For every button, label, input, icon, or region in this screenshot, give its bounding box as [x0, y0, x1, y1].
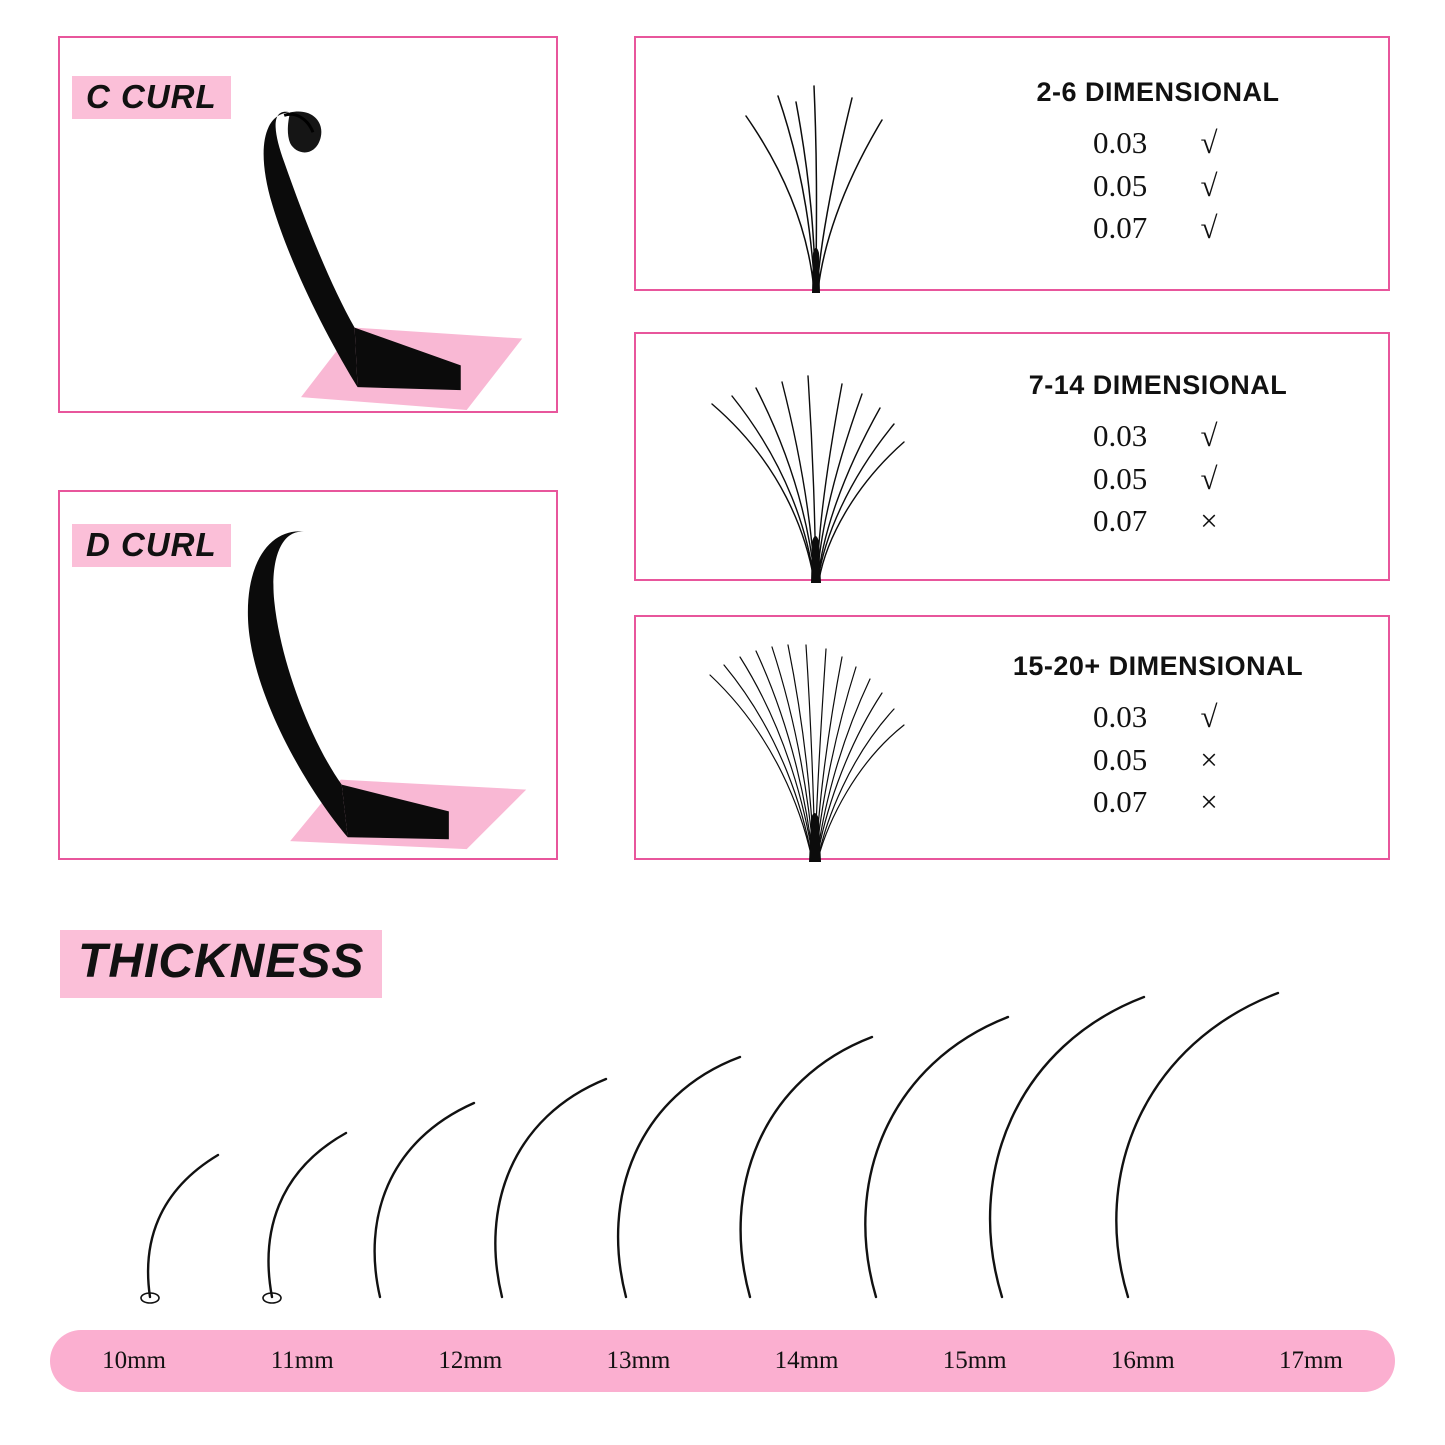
length-label-13mm: 13mm [606, 1347, 671, 1374]
spec-value: 0.05 [1093, 460, 1148, 496]
spec-mark: × [1200, 784, 1218, 820]
spec-row [1093, 696, 1223, 739]
length-label-12mm: 12mm [438, 1347, 503, 1374]
lash-curve-14mm [618, 1057, 740, 1297]
spec-value: 0.03 [1093, 417, 1148, 453]
length-label-14mm: 14mm [774, 1347, 839, 1374]
lash-curve-17mm-secondary [1116, 993, 1278, 1297]
lash-curve-15mm [741, 1037, 872, 1297]
d-curl-panel [58, 490, 558, 860]
spec-mark: × [1200, 741, 1218, 777]
spec-value: 0.05 [1093, 741, 1148, 777]
spec-list [1093, 415, 1223, 543]
spec-row [1093, 122, 1223, 165]
c-curl-panel [58, 36, 558, 413]
length-label-17mm: 17mm [1278, 1347, 1343, 1374]
thickness-label: THICKNESS [60, 930, 382, 998]
c-curl-lash-illustration [60, 38, 556, 412]
spec-mark: √ [1200, 124, 1218, 160]
lash-length-illustrations [50, 975, 1400, 1320]
dimensional-title: 15-20+ DIMENSIONAL [1012, 650, 1304, 681]
length-label-15mm: 15mm [942, 1347, 1007, 1374]
lash-curve-12mm [375, 1103, 474, 1297]
fan-illustration-7-14 [636, 334, 936, 579]
lash-length-scale-bar [50, 1330, 1395, 1392]
dimensional-panel-7-14 [634, 332, 1390, 581]
dimensional-title: 7-14 DIMENSIONAL [1028, 369, 1288, 400]
spec-mark: √ [1200, 167, 1218, 203]
dimensional-panel-2-6 [634, 36, 1390, 291]
spec-list [1093, 122, 1223, 250]
fan-illustration-2-6 [636, 38, 936, 289]
fan-illustration-15-20 [636, 617, 936, 858]
spec-mark: √ [1200, 417, 1218, 453]
spec-row [1093, 458, 1223, 501]
dimensional-panel-15-20 [634, 615, 1390, 860]
lash-body [264, 112, 358, 387]
lash-curve-13mm [495, 1079, 606, 1297]
d-curl-lash-illustration [60, 492, 556, 859]
spec-value: 0.03 [1093, 124, 1148, 160]
spec-row [1093, 165, 1223, 208]
d-curl-label: D CURL [72, 524, 231, 567]
spec-mark: √ [1200, 460, 1218, 496]
spec-value: 0.07 [1093, 784, 1148, 820]
spec-mark: × [1200, 503, 1218, 539]
c-curl-label: C CURL [72, 76, 231, 119]
spec-list [1093, 696, 1223, 824]
lash-body [248, 531, 348, 837]
dimensional-title: 2-6 DIMENSIONAL [1036, 76, 1280, 107]
spec-row [1093, 415, 1223, 458]
spec-mark: √ [1200, 210, 1218, 246]
lash-curve-11mm [263, 1133, 346, 1303]
spec-value: 0.03 [1093, 698, 1148, 734]
spec-value: 0.07 [1093, 503, 1148, 539]
spec-row [1093, 500, 1223, 543]
length-label-10mm: 10mm [102, 1347, 167, 1374]
spec-value: 0.05 [1093, 167, 1148, 203]
spec-row [1093, 207, 1223, 250]
spec-row [1093, 781, 1223, 824]
spec-mark: √ [1200, 698, 1218, 734]
length-label-16mm: 16mm [1110, 1347, 1175, 1374]
spec-value: 0.07 [1093, 210, 1148, 246]
lash-curve-10mm [141, 1155, 218, 1303]
spec-row [1093, 739, 1223, 782]
lash-curve-16mm [865, 1017, 1008, 1297]
lash-curve-17mm [990, 997, 1144, 1297]
length-label-11mm: 11mm [270, 1347, 334, 1374]
